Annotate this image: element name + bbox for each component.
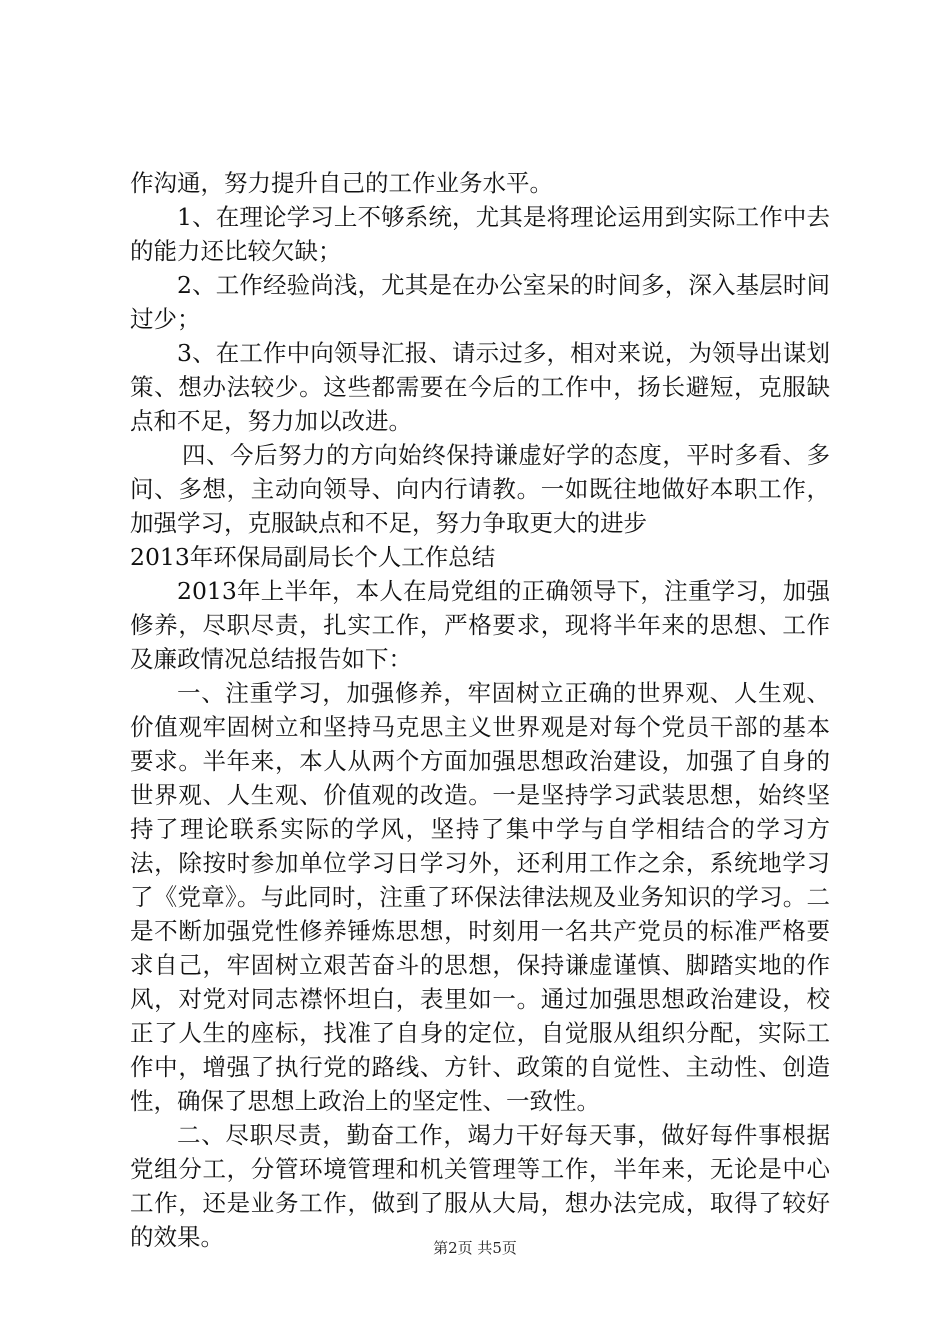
page-number-footer: 第2页 共5页 <box>433 1239 517 1257</box>
paragraph-7: 一、注重学习，加强修养，牢固树立正确的世界观、人生观、价值观牢固树立和坚持马克思主义世界观是对每个党员干部的基本要求。半年来，本人从两个方面加强思想政治建设，加强了自身的世界观、人生观、价值观的改造。一是坚持学习武装思想，始终坚持了理论联系实际的学风，坚持了集中学与自学相结合的学习方法，除按时参加单位学习日学习外，还利用工作之余，系统地学习了《党章》。与此同时，注重了环保法律法规及业务知识的学习。二是不断加强党性修养锤炼思想，时刻用一名共产党员的标准严格要求自己，牢固树立艰苦奋斗的思想，保持谦虚谨慎、脚踏实地的作风，对党对同志襟怀坦白，表里如一。通过加强思想政治建设，校正了人生的座标，找准了自身的定位，自觉服从组织分配，实际工作中，增强了执行党的路线、方针、政策的自觉性、主动性、创造性，确保了思想上政治上的坚定性、一致性。 <box>130 679 830 1115</box>
paragraph-4: 四、今后努力的方向始终保持谦虚好学的态度，平时多看、多问、多想，主动向领导、向内行请教。一如既往地做好本职工作，加强学习，克服缺点和不足，努力争取更大的进步 <box>130 441 830 537</box>
document-body <box>130 166 830 1254</box>
paragraph-0: 作沟通，努力提升自己的工作业务水平。 <box>130 169 553 197</box>
paragraph-1: 1、在理论学习上不够系统，尤其是将理论运用到实际工作中去的能力还比较欠缺； <box>130 203 830 265</box>
paragraph-2: 2、工作经验尚浅，尤其是在办公室呆的时间多，深入基层时间过少； <box>130 271 830 333</box>
paragraph-8: 二、尽职尽责，勤奋工作，竭力干好每天事，做好每件事根据党组分工，分管环境管理和机关管理等工作，半年来，无论是中心工作，还是业务工作，做到了服从大局，想办法完成，取得了较好的效果。 <box>130 1121 830 1251</box>
section-title: 2013年环保局副局长个人工作总结 <box>130 543 496 571</box>
paragraph-6: 2013年上半年，本人在局党组的正确领导下，注重学习，加强修养，尽职尽责，扎实工作，严格要求，现将半年来的思想、工作及廉政情况总结报告如下： <box>130 577 830 673</box>
paragraph-3: 3、在工作中向领导汇报、请示过多，相对来说，为领导出谋划策、想办法较少。这些都需要在今后的工作中，扬长避短，克服缺点和不足，努力加以改进。 <box>130 339 830 435</box>
